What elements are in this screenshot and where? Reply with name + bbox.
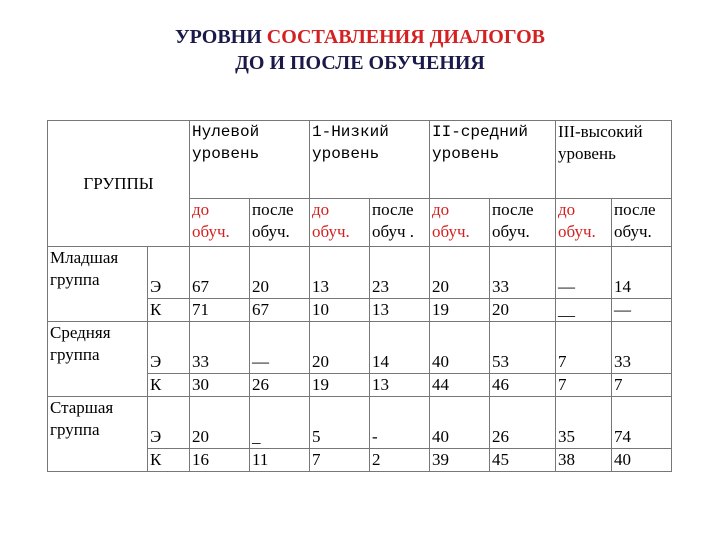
- before-label: до обуч.: [556, 199, 612, 247]
- table-row: [48, 397, 672, 449]
- value-cell: 7: [612, 374, 672, 397]
- before-label: до обуч.: [190, 199, 250, 247]
- value-cell: 74: [612, 397, 672, 449]
- value-cell: 5: [310, 397, 370, 449]
- before-label: до обуч.: [430, 199, 490, 247]
- group-name: Младшая группа: [48, 247, 148, 322]
- value-cell: 40: [612, 449, 672, 472]
- value-cell: 13: [370, 299, 430, 322]
- table-row: [48, 322, 672, 374]
- value-cell: 44: [430, 374, 490, 397]
- value-cell: _: [250, 397, 310, 449]
- value-cell: 71: [190, 299, 250, 322]
- value-cell: 19: [430, 299, 490, 322]
- value-cell: 67: [250, 299, 310, 322]
- after-label: после обуч.: [250, 199, 310, 247]
- value-cell: 33: [612, 322, 672, 374]
- value-cell: 40: [430, 322, 490, 374]
- value-cell: 20: [250, 247, 310, 299]
- value-cell: 33: [190, 322, 250, 374]
- value-cell: —: [556, 247, 612, 299]
- value-cell: 35: [556, 397, 612, 449]
- value-cell: 20: [190, 397, 250, 449]
- table-row: [48, 247, 672, 299]
- results-table: [47, 120, 672, 472]
- value-cell: 67: [190, 247, 250, 299]
- row-type: К: [148, 374, 190, 397]
- value-cell: 45: [490, 449, 556, 472]
- value-cell: 11: [250, 449, 310, 472]
- after-label: после обуч .: [370, 199, 430, 247]
- group-name: Средняя группа: [48, 322, 148, 397]
- page-title: УРОВНИ СОСТАВЛЕНИЯ ДИАЛОГОВ: [175, 26, 545, 48]
- value-cell: 14: [370, 322, 430, 374]
- value-cell: 20: [490, 299, 556, 322]
- level-header: II-средний уровень: [430, 121, 556, 199]
- value-cell: 39: [430, 449, 490, 472]
- value-cell: 38: [556, 449, 612, 472]
- value-cell: 20: [430, 247, 490, 299]
- row-type: К: [148, 449, 190, 472]
- value-cell: 46: [490, 374, 556, 397]
- value-cell: 7: [556, 322, 612, 374]
- value-cell: 20: [310, 322, 370, 374]
- value-cell: 40: [430, 397, 490, 449]
- row-type: Э: [148, 322, 190, 374]
- value-cell: 2: [370, 449, 430, 472]
- value-cell: —: [612, 299, 672, 322]
- value-cell: 13: [370, 374, 430, 397]
- value-cell: 26: [490, 397, 556, 449]
- value-cell: 13: [310, 247, 370, 299]
- value-cell: 10: [310, 299, 370, 322]
- value-cell: 53: [490, 322, 556, 374]
- after-label: после обуч.: [612, 199, 672, 247]
- groups-header: ГРУППЫ: [48, 121, 190, 247]
- row-type: К: [148, 299, 190, 322]
- value-cell: 30: [190, 374, 250, 397]
- row-type: Э: [148, 397, 190, 449]
- value-cell: __: [556, 299, 612, 322]
- level-header: III-высокий уровень: [556, 121, 672, 199]
- value-cell: 7: [556, 374, 612, 397]
- level-header: 1-Низкий уровень: [310, 121, 430, 199]
- value-cell: 19: [310, 374, 370, 397]
- value-cell: -: [370, 397, 430, 449]
- level-header: Нулевой уровень: [190, 121, 310, 199]
- value-cell: 7: [310, 449, 370, 472]
- page-subtitle: ДО И ПОСЛЕ ОБУЧЕНИЯ: [235, 52, 485, 74]
- value-cell: 23: [370, 247, 430, 299]
- value-cell: 14: [612, 247, 672, 299]
- row-type: Э: [148, 247, 190, 299]
- group-name: Старшая группа: [48, 397, 148, 472]
- value-cell: —: [250, 322, 310, 374]
- value-cell: 16: [190, 449, 250, 472]
- after-label: после обуч.: [490, 199, 556, 247]
- value-cell: 26: [250, 374, 310, 397]
- before-label: до обуч.: [310, 199, 370, 247]
- value-cell: 33: [490, 247, 556, 299]
